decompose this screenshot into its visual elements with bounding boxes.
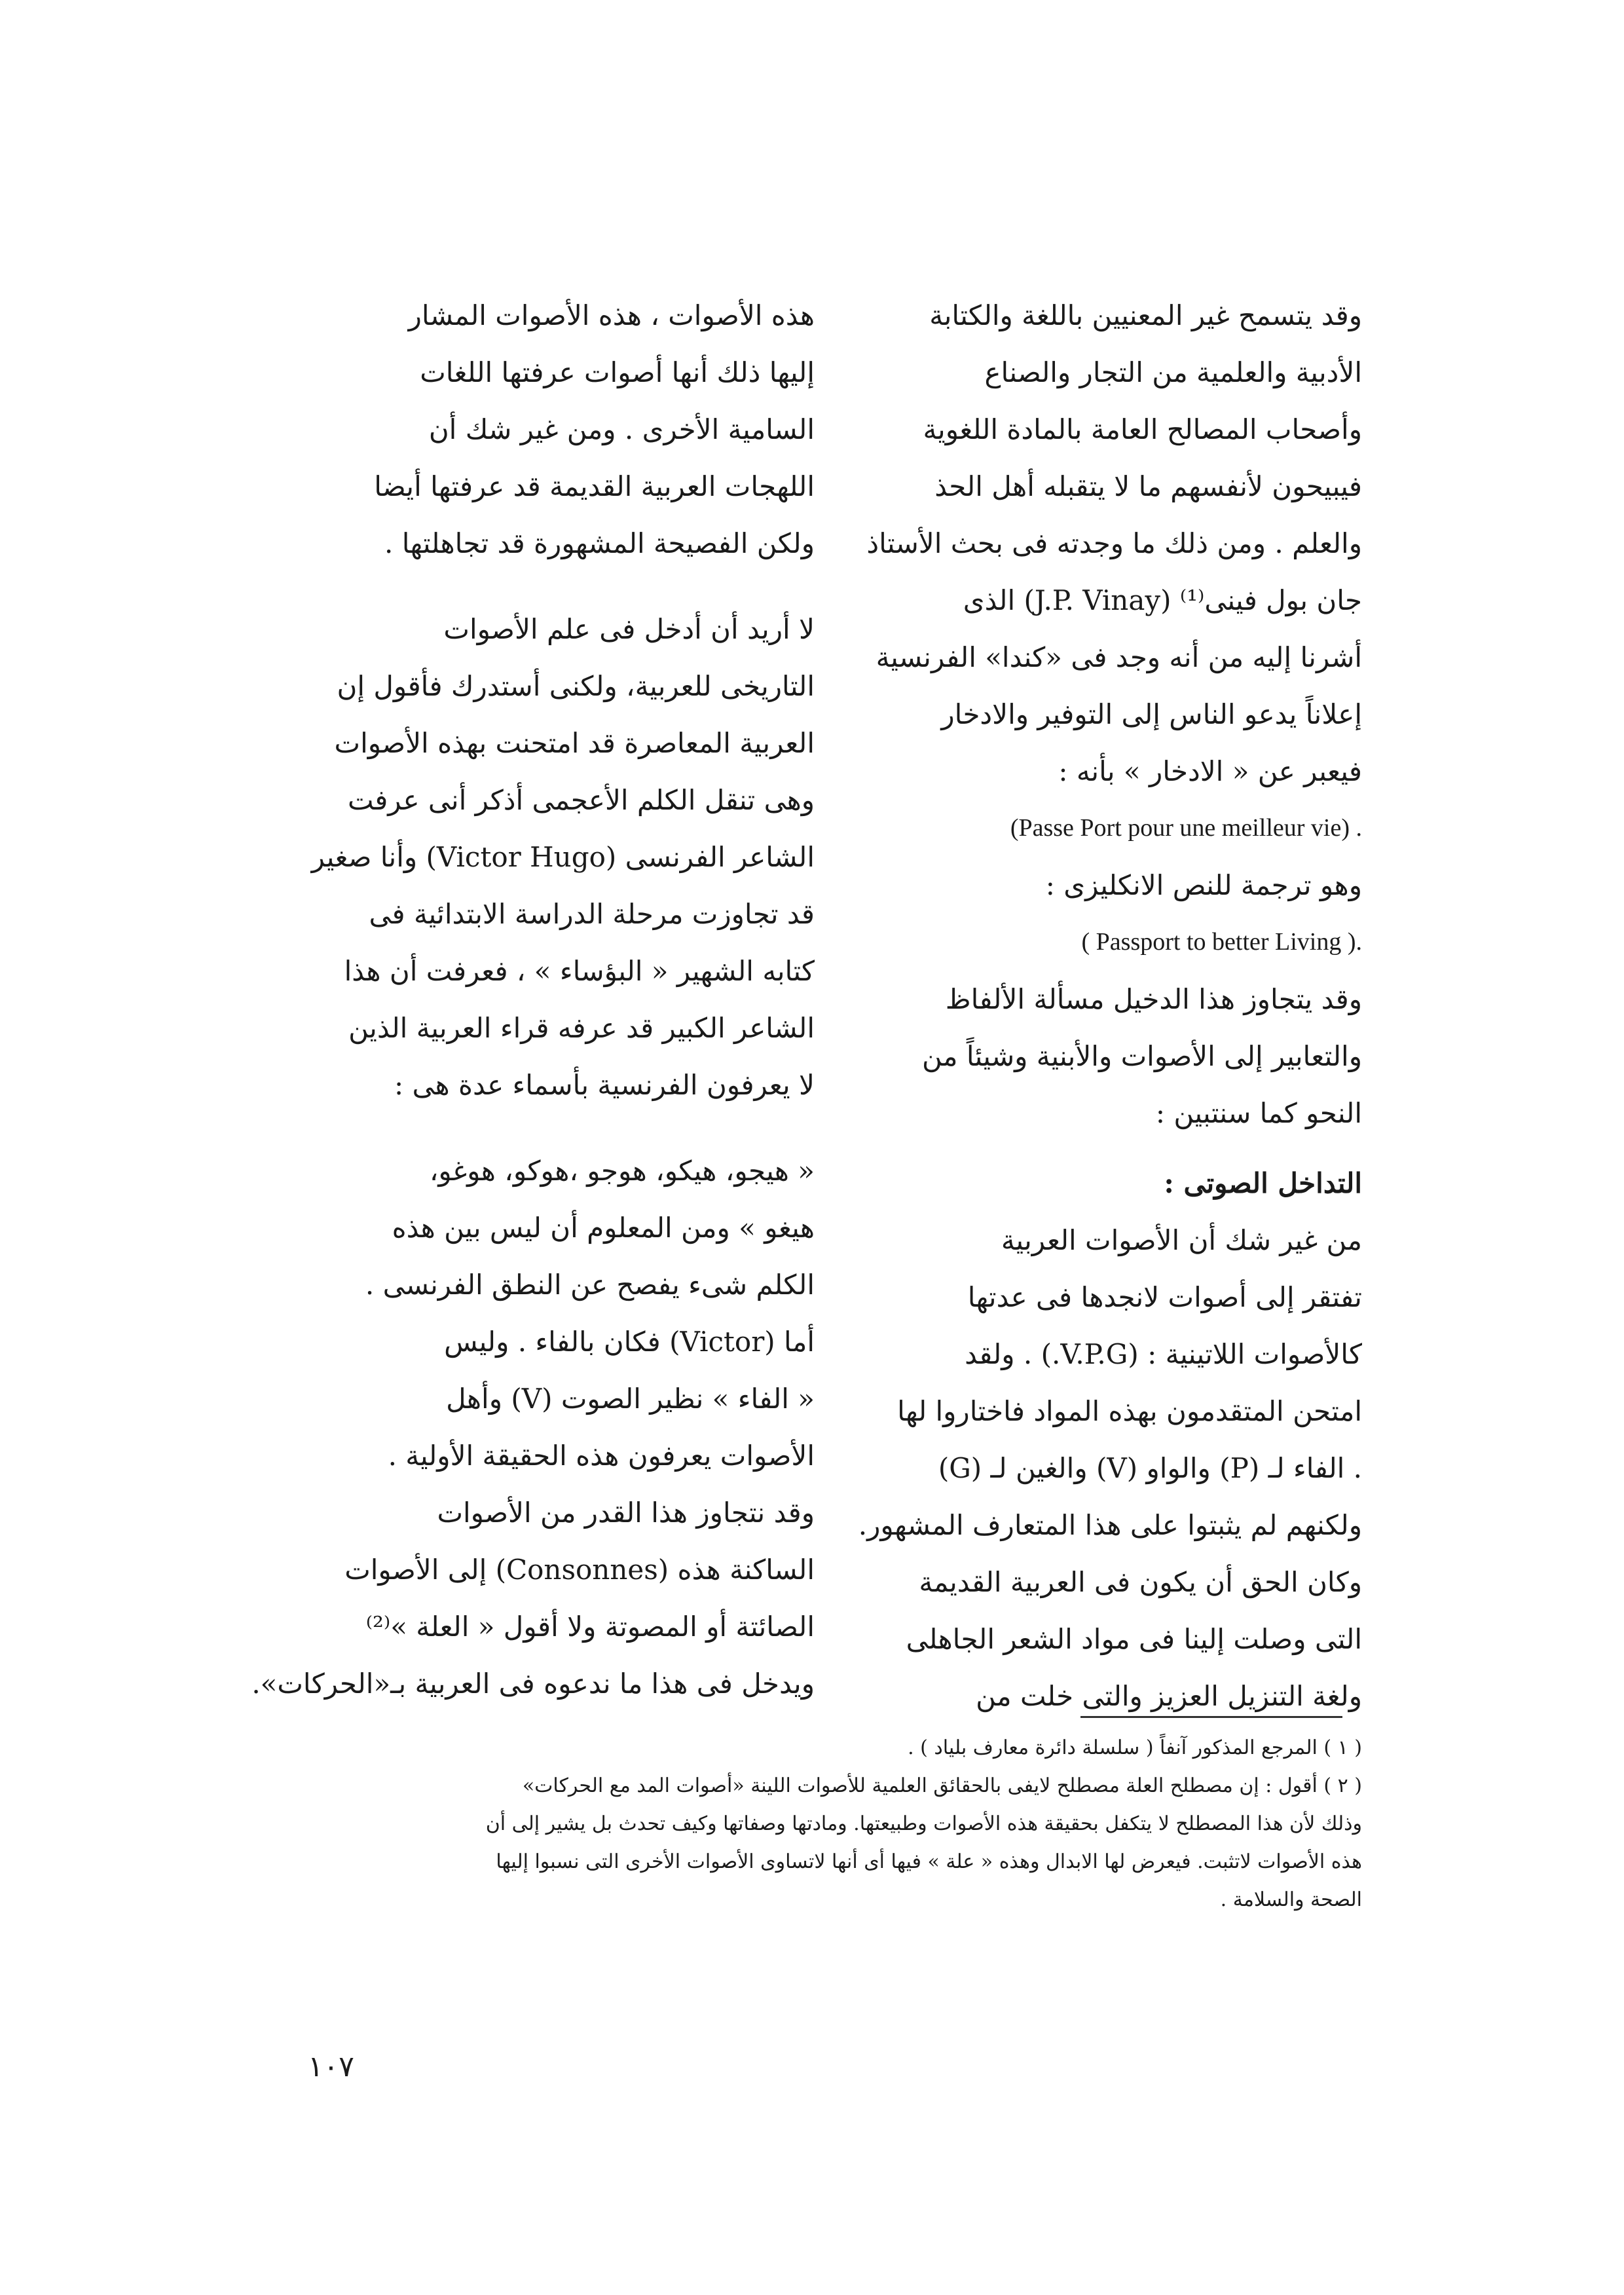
right-column <box>845 287 1362 1725</box>
text-line: إليها ذلك أنها أصوات عرفتها اللغات <box>420 356 815 388</box>
text-line: العربية المعاصرة قد امتحنت بهذه الأصوات <box>334 727 815 759</box>
text-line: الأدبية والعلمية من التجار والصناع <box>984 356 1362 388</box>
text-line: الكلم شىء يفصح عن النطق الفرنسى . <box>365 1269 815 1301</box>
text-line: ولكنهم لم يثبتوا على هذا المتعارف المشهور. <box>858 1509 1362 1541</box>
text-line: « هيجو، هيكو، هوجو ،هوكو، هوغو، <box>429 1155 815 1187</box>
text-line: وقد يتسمح غير المعنيين باللغة والكتابة <box>929 299 1362 331</box>
text-line: السامية الأخرى . ومن غير شك أن <box>428 413 815 445</box>
footnote-line: وذلك لأن هذا المصطلح لا يتكفل بحقيقة هذه الأصوات وطبيعتها. ومادتها وصفاتها وكيف تحدث بل يشير إلى أن <box>485 1812 1362 1835</box>
text-line: الساكنة هذه (Consonnes) إلى الأصوات <box>344 1554 815 1586</box>
text-line: ولكن الفصيحة المشهورة قد تجاهلتها . <box>384 527 815 559</box>
text-line: لا أريد أن أدخل فى علم الأصوات <box>443 613 815 645</box>
text-line: الصائتة أو المصوتة ولا أقول « العلة »⁽²⁾ <box>365 1611 815 1643</box>
text-line: هذه الأصوات ، هذه الأصوات المشار <box>408 299 815 331</box>
text-line: الشاعر الكبير قد عرفه قراء العربية الذين <box>348 1012 815 1044</box>
text-line: كتابه الشهير « البؤساء » ، فعرفت أن هذا <box>344 955 815 987</box>
text-line: ويدخل فى هذا ما ندعوه فى العربية بـ«الحركات». <box>251 1668 815 1700</box>
english-quote: ( Passport to better Living ). <box>1081 928 1362 956</box>
text-line: امتحن المتقدمون بهذه المواد فاختاروا لها <box>897 1395 1362 1427</box>
text-line: تفتقر إلى أصوات لانجدها فى عدتها <box>967 1281 1362 1313</box>
text-line: وأصحاب المصالح العامة بالمادة اللغوية <box>923 413 1362 445</box>
footnote-line: هذه الأصوات لاتثبت. فيعرض لها الابدال وهذه « علة » فيها أى أنها لاتساوى الأصوات الأخرى التى نسبوا إليها <box>496 1850 1362 1873</box>
text-line: والعلم . ومن ذلك ما وجدته فى بحث الأستاذ <box>866 527 1362 559</box>
text-line: . الفاء لـ (P) والواو (V) والغين لـ (G) <box>938 1452 1362 1484</box>
text-line: أشرنا إليه من أنه وجد فى «كندا» الفرنسية <box>876 641 1362 673</box>
text-line: وقد يتجاوز هذا الدخيل مسألة الألفاظ <box>945 983 1362 1015</box>
text-line: أما (Victor) فكان بالفاء . وليس <box>444 1326 815 1358</box>
footnote-line: الصحة والسلامة . <box>1220 1888 1362 1911</box>
text-line: وهى تنقل الكلم الأعجمى أذكر أنى عرفت <box>347 784 815 816</box>
text-line: والتعابير إلى الأصوات والأبنية وشيئاً من <box>922 1040 1362 1072</box>
text-line: جان بول فينى⁽¹⁾ (J.P. Vinay) الذى <box>963 584 1362 616</box>
text-line: النحو كما سنتبين : <box>1155 1097 1362 1129</box>
text-line: « الفاء » نظير الصوت (V) وأهل <box>446 1383 815 1415</box>
text-line: اللهجات العربية القديمة قد عرفتها أيضا <box>374 470 815 502</box>
text-line: وهو ترجمة للنص الانكليزى : <box>1045 869 1362 901</box>
section-heading: التداخل الصوتى : <box>1164 1167 1362 1199</box>
footnote-separator <box>1080 1716 1342 1718</box>
text-line: وقد نتجاوز هذا القدر من الأصوات <box>437 1497 815 1529</box>
text-line: كالأصوات اللاتينية : (V.P.G.) . ولقد <box>965 1338 1362 1370</box>
text-line: قد تجاوزت مرحلة الدراسة الابتدائية فى <box>369 898 815 930</box>
text-line: التاريخى للعربية، ولكنى أستدرك فأقول إن <box>337 670 815 702</box>
footnote-line: ( ١ ) المرجع المذكور آنفاً ( سلسلة دائرة معارف بلياد ) . <box>908 1736 1362 1759</box>
french-quote: (Passe Port pour une meilleur vie) . <box>1010 814 1362 842</box>
text-line: الأصوات يعرفون هذه الحقيقة الأولية . <box>388 1440 815 1472</box>
text-line: فيعبر عن « الادخار » بأنه : <box>1058 755 1362 787</box>
text-line: التى وصلت إلينا فى مواد الشعر الجاهلى <box>906 1623 1362 1655</box>
text-line: هيغو » ومن المعلوم أن ليس بين هذه <box>392 1212 815 1244</box>
text-line: إعلاناً يدعو الناس إلى التوفير والادخار <box>941 698 1362 730</box>
text-line: لا يعرفون الفرنسية بأسماء عدة هى : <box>394 1069 815 1101</box>
text-line: ولغة التنزيل العزيز والتى خلت من <box>976 1680 1362 1712</box>
footnotes <box>275 1729 1362 1919</box>
text-line: الشاعر الفرنسى (Victor Hugo) وأنا صغير <box>311 841 815 873</box>
left-column <box>251 287 815 1712</box>
text-line: من غير شك أن الأصوات العربية <box>1001 1224 1362 1256</box>
footnote-line: ( ٢ ) أقول : إن مصطلح العلة مصطلح لايفى بالحقائق العلمية للأصوات اللينة «أصوات المد مع الحركات» <box>522 1774 1362 1797</box>
page-number: ١٠٧ <box>308 2050 354 2083</box>
text-line: فيبيحون لأنفسهم ما لا يتقبله أهل الحذ <box>934 470 1362 502</box>
text-line: وكان الحق أن يكون فى العربية القديمة <box>919 1566 1362 1598</box>
